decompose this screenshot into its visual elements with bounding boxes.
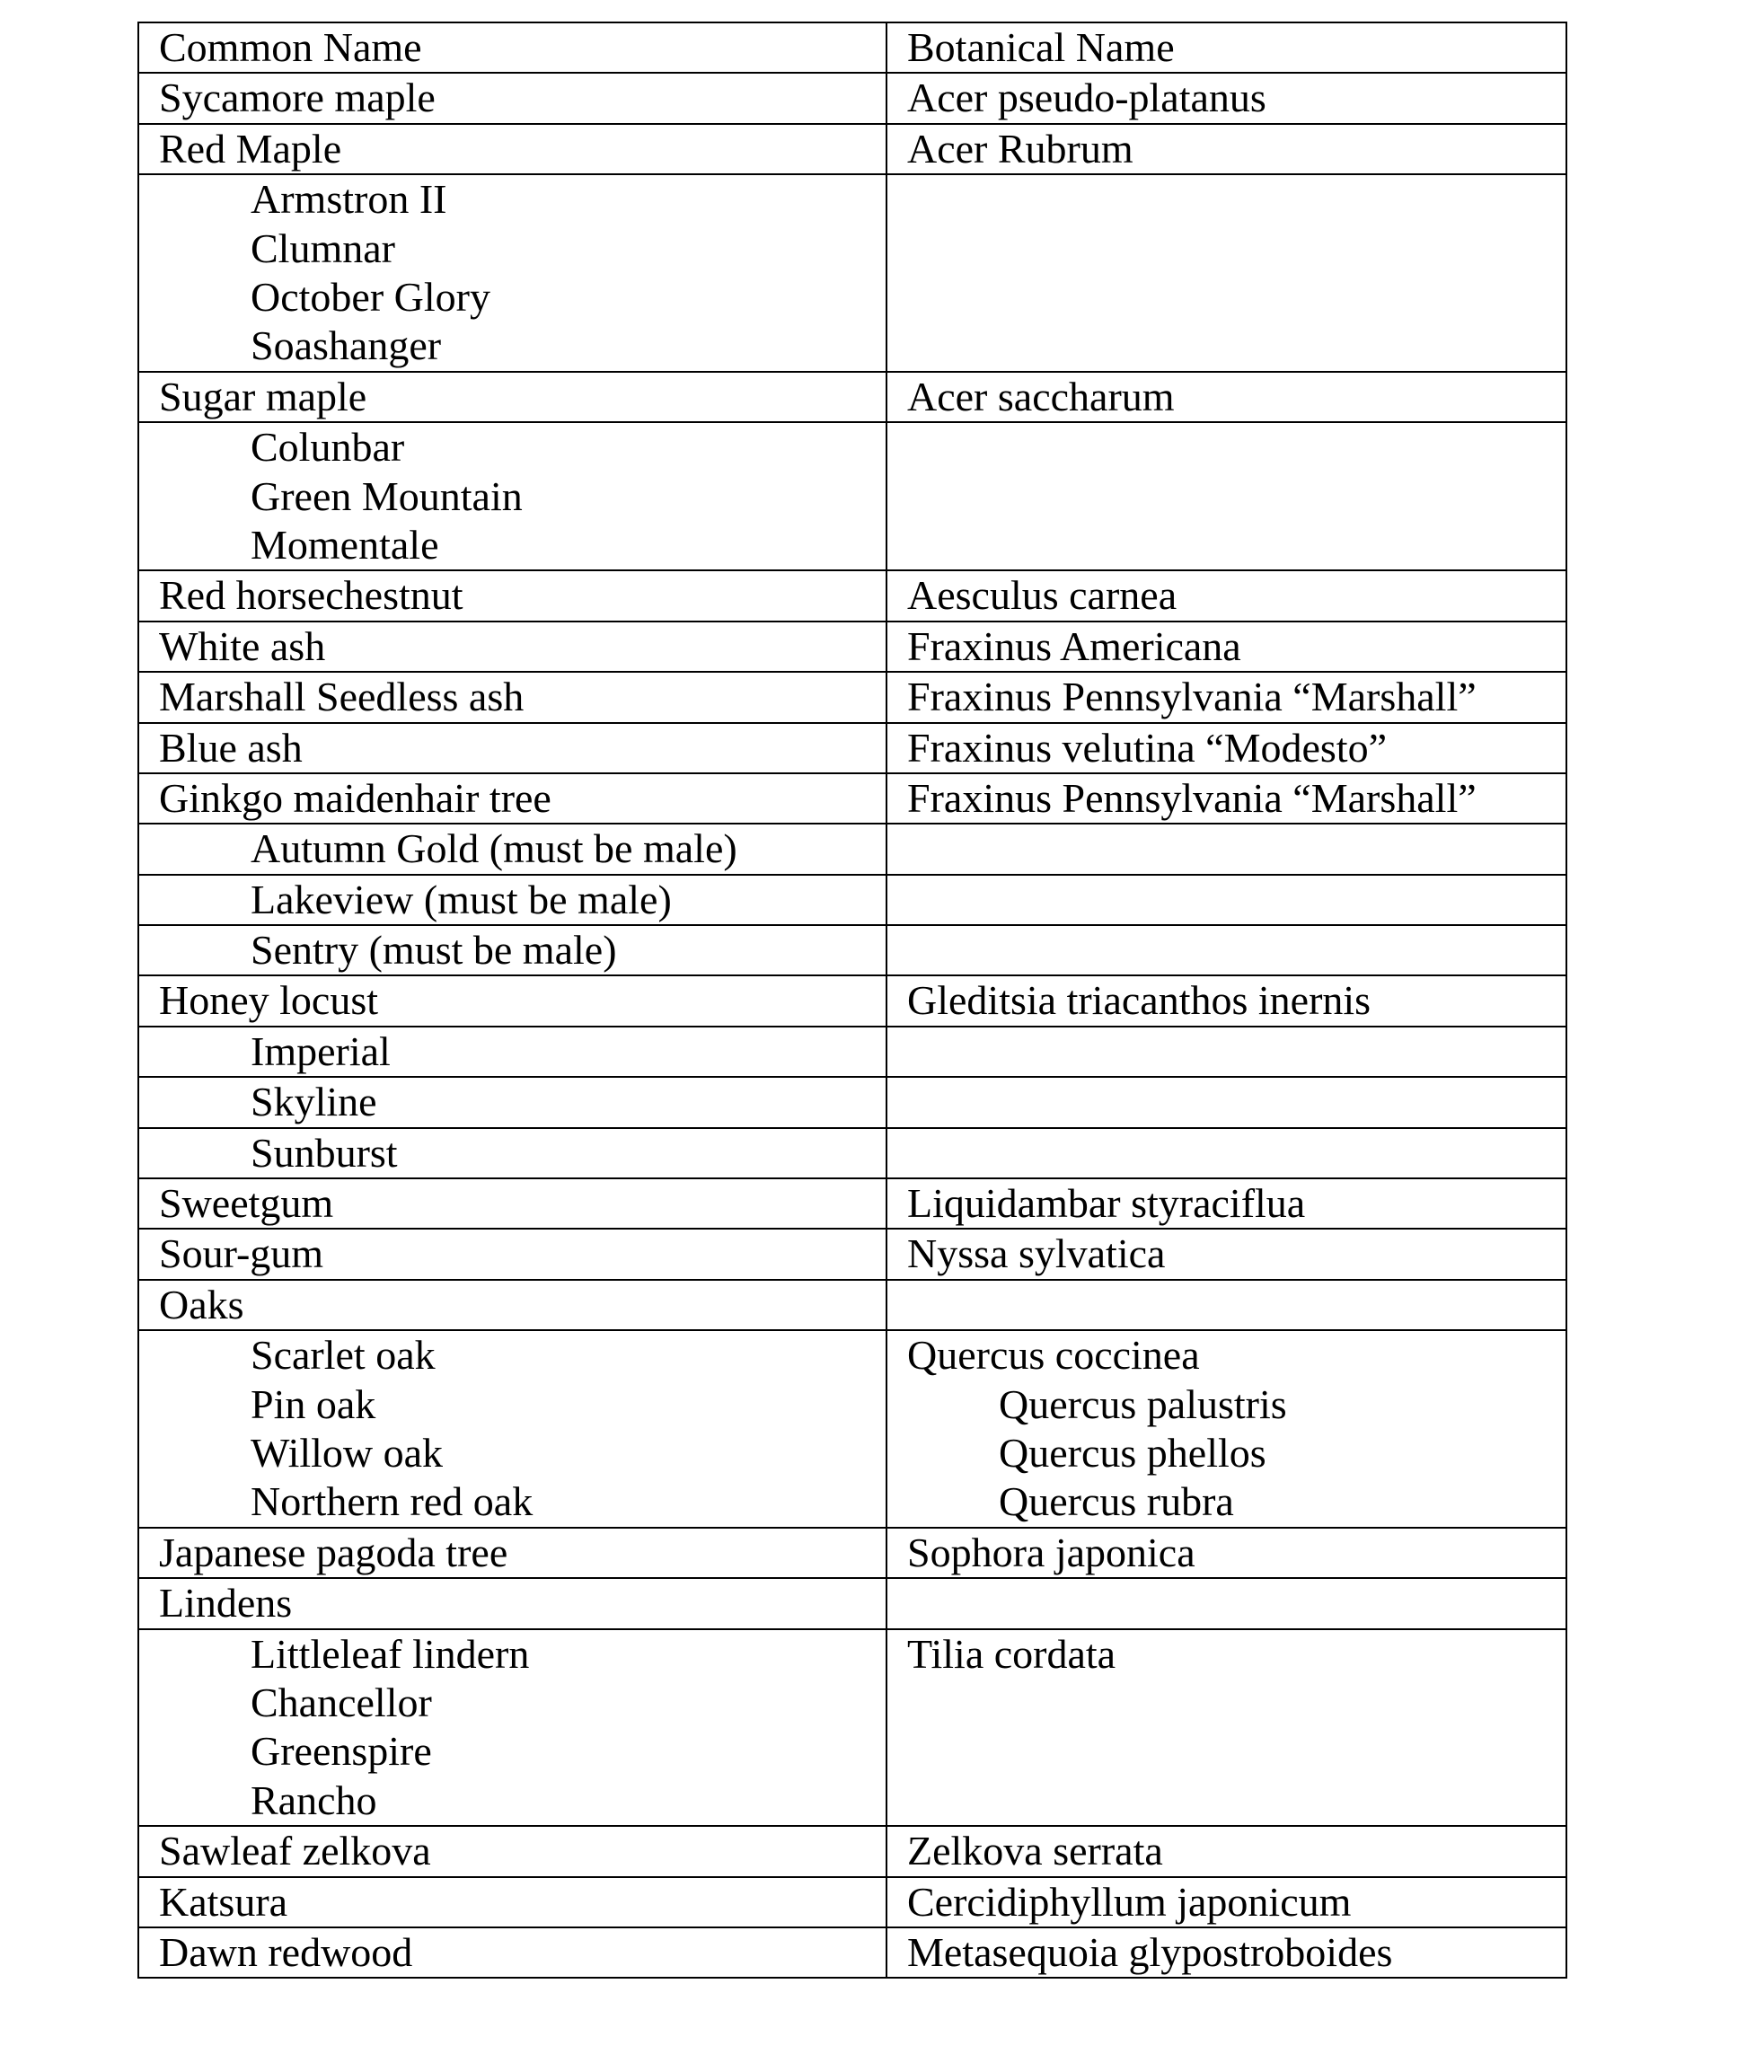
botanical-name-cell — [886, 672, 1566, 722]
common-name-cell — [138, 723, 886, 773]
common-name-text: October Glory — [251, 273, 490, 320]
common-name-cell — [138, 622, 886, 672]
common-name-text: Colunbar — [251, 424, 405, 471]
common-name-cell — [138, 875, 886, 925]
botanical-name-text: Acer saccharum — [907, 373, 1175, 419]
table-row — [138, 1578, 1566, 1628]
botanical-name-text: Quercus phellos — [999, 1429, 1266, 1476]
common-name-text: Lakeview (must be male) — [251, 876, 672, 922]
table-row — [138, 824, 1566, 874]
common-name-text: Autumn Gold (must be male) — [251, 825, 737, 872]
table-row — [138, 1927, 1566, 1978]
common-name-text: Sugar maple — [159, 373, 367, 419]
common-name-cell — [138, 773, 886, 824]
common-name-text: Green Mountain — [251, 472, 523, 519]
botanical-name-text: Gleditsia triacanthos inernis — [907, 977, 1372, 1024]
botanical-name-cell — [886, 1178, 1566, 1229]
common-name-cell — [138, 1229, 886, 1279]
botanical-name-cell — [886, 1229, 1566, 1279]
common-name-text: Soashanger — [251, 322, 442, 369]
common-name-cell — [138, 1128, 886, 1178]
common-name-cell — [138, 1178, 886, 1229]
botanical-name-text: Quercus coccinea — [907, 1332, 1200, 1379]
botanical-name-cell — [886, 372, 1566, 422]
common-name-text: Rancho — [251, 1777, 377, 1823]
botanical-name-text: Quercus palustris — [999, 1380, 1287, 1427]
table-row — [138, 124, 1566, 174]
common-name-cell — [138, 1826, 886, 1876]
table-row — [138, 1280, 1566, 1330]
common-name-text: Katsura — [159, 1878, 288, 1925]
common-name-text: White ash — [159, 622, 326, 669]
common-name-cell — [138, 1077, 886, 1127]
common-name-text: Pin oak — [251, 1380, 376, 1427]
common-name-text: Blue ash — [159, 724, 303, 771]
table-row — [138, 1178, 1566, 1229]
common-name-text: Littleleaf lindern — [251, 1630, 530, 1677]
table-row — [138, 622, 1566, 672]
table-row — [138, 1629, 1566, 1827]
common-name-cell — [138, 1330, 886, 1528]
common-name-cell — [138, 925, 886, 975]
tree-species-table — [137, 22, 1567, 1979]
botanical-name-cell — [886, 1128, 1566, 1178]
table-row — [138, 1077, 1566, 1127]
botanical-name-text: Liquidambar styraciflua — [907, 1180, 1306, 1227]
table-row — [138, 1826, 1566, 1876]
table-row — [138, 1528, 1566, 1578]
common-name-text: Japanese pagoda tree — [159, 1529, 508, 1575]
common-name-cell — [138, 1280, 886, 1330]
botanical-name-cell — [886, 723, 1566, 773]
common-name-text: Sawleaf zelkova — [159, 1828, 431, 1874]
table-row — [138, 672, 1566, 722]
botanical-name-cell — [886, 773, 1566, 824]
botanical-name-cell — [886, 73, 1566, 123]
table-row — [138, 1229, 1566, 1279]
common-name-text: Honey locust — [159, 977, 379, 1024]
botanical-name-cell — [886, 422, 1566, 570]
botanical-name-cell — [886, 174, 1566, 372]
common-name-cell — [138, 824, 886, 874]
common-name-text: Marshall Seedless ash — [159, 674, 525, 720]
botanical-name-text: Cercidiphyllum japonicum — [907, 1878, 1352, 1925]
table-body — [138, 73, 1566, 1978]
botanical-name-cell — [886, 124, 1566, 174]
botanical-name-cell — [886, 975, 1566, 1026]
common-name-cell — [138, 1877, 886, 1927]
botanical-name-text: Aesculus carnea — [907, 572, 1177, 619]
common-name-cell — [138, 1578, 886, 1628]
botanical-name-text: Acer Rubrum — [907, 125, 1133, 172]
table-row — [138, 1330, 1566, 1528]
common-name-cell — [138, 1629, 886, 1827]
table-header-row — [138, 22, 1566, 73]
table-row — [138, 773, 1566, 824]
common-name-text: Sentry (must be male) — [251, 927, 617, 974]
table-row — [138, 975, 1566, 1026]
common-name-text: Red Maple — [159, 125, 342, 172]
common-name-cell — [138, 975, 886, 1026]
common-name-text: Clumnar — [251, 225, 395, 271]
common-name-text: Skyline — [251, 1079, 377, 1125]
common-name-cell — [138, 124, 886, 174]
botanical-name-text: Sophora japonica — [907, 1529, 1195, 1575]
table-row — [138, 422, 1566, 570]
common-name-text: Momentale — [251, 521, 439, 568]
botanical-name-cell — [886, 1077, 1566, 1127]
common-name-cell — [138, 73, 886, 123]
table-row — [138, 1877, 1566, 1927]
common-name-cell — [138, 1528, 886, 1578]
botanical-name-cell — [886, 1330, 1566, 1528]
botanical-name-cell — [886, 1927, 1566, 1978]
botanical-name-cell — [886, 570, 1566, 621]
common-name-cell — [138, 372, 886, 422]
botanical-name-text: Zelkova serrata — [907, 1828, 1163, 1874]
common-name-text: Willow oak — [251, 1429, 444, 1476]
botanical-name-cell — [886, 622, 1566, 672]
common-name-text: Imperial — [251, 1027, 391, 1074]
botanical-name-cell — [886, 1578, 1566, 1628]
table-row — [138, 73, 1566, 123]
common-name-cell — [138, 570, 886, 621]
botanical-name-cell — [886, 1027, 1566, 1077]
botanical-name-text: Metasequoia glypostroboides — [907, 1928, 1393, 1975]
common-name-cell — [138, 672, 886, 722]
header-label: Common Name — [159, 24, 422, 70]
table-row — [138, 570, 1566, 621]
common-name-text: Ginkgo maidenhair tree — [159, 774, 551, 821]
header-label: Botanical Name — [907, 24, 1175, 70]
common-name-text: Scarlet oak — [251, 1332, 436, 1379]
botanical-name-cell — [886, 925, 1566, 975]
common-name-cell — [138, 422, 886, 570]
common-name-text: Greenspire — [251, 1728, 432, 1775]
common-name-text: Dawn redwood — [159, 1928, 413, 1975]
header-botanical-name — [886, 22, 1566, 73]
common-name-text: Sour-gum — [159, 1230, 324, 1277]
common-name-cell — [138, 1027, 886, 1077]
botanical-name-text: Fraxinus velutina “Modesto” — [907, 724, 1388, 771]
common-name-text: Sweetgum — [159, 1180, 334, 1227]
botanical-name-text: Quercus rubra — [999, 1478, 1234, 1525]
table-row — [138, 875, 1566, 925]
table-row — [138, 174, 1566, 372]
botanical-name-cell — [886, 1280, 1566, 1330]
botanical-name-text: Fraxinus Americana — [907, 622, 1241, 669]
botanical-name-text: Nyssa sylvatica — [907, 1230, 1166, 1277]
botanical-name-cell — [886, 1528, 1566, 1578]
common-name-text: Chancellor — [251, 1679, 432, 1725]
botanical-name-cell — [886, 1826, 1566, 1876]
common-name-text: Sycamore maple — [159, 75, 436, 121]
botanical-name-text: Tilia cordata — [907, 1630, 1116, 1677]
table-row — [138, 723, 1566, 773]
common-name-cell — [138, 1927, 886, 1978]
botanical-name-text: Fraxinus Pennsylvania “Marshall” — [907, 674, 1477, 720]
botanical-name-cell — [886, 824, 1566, 874]
table-row — [138, 1027, 1566, 1077]
botanical-name-cell — [886, 1877, 1566, 1927]
botanical-name-cell — [886, 1629, 1566, 1827]
common-name-text: Oaks — [159, 1281, 244, 1327]
common-name-cell — [138, 174, 886, 372]
botanical-name-cell — [886, 875, 1566, 925]
common-name-text: Lindens — [159, 1580, 293, 1627]
common-name-text: Red horsechestnut — [159, 572, 463, 619]
table-row — [138, 372, 1566, 422]
common-name-text: Northern red oak — [251, 1478, 534, 1525]
table-row — [138, 925, 1566, 975]
header-common-name — [138, 22, 886, 73]
table-row — [138, 1128, 1566, 1178]
common-name-text: Sunburst — [251, 1129, 398, 1176]
botanical-name-text: Fraxinus Pennsylvania “Marshall” — [907, 774, 1477, 821]
common-name-text: Armstron II — [251, 176, 447, 223]
botanical-name-text: Acer pseudo-platanus — [907, 75, 1266, 121]
